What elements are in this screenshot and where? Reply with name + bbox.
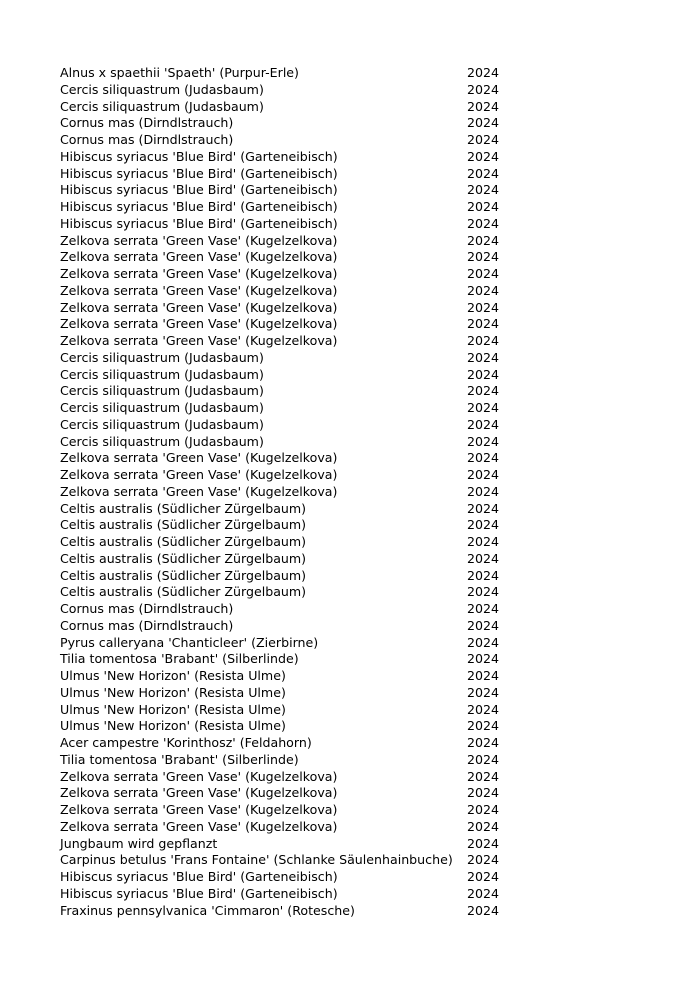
planting-year: 2024 xyxy=(467,383,500,399)
tree-name: Cercis siliquastrum (Judasbaum) xyxy=(60,349,264,365)
tree-list xyxy=(60,65,520,919)
tree-name: Cercis siliquastrum (Judasbaum) xyxy=(60,81,264,97)
list-item xyxy=(60,383,520,400)
planting-year: 2024 xyxy=(467,601,500,616)
planting-year: 2024 xyxy=(467,835,500,851)
list-item xyxy=(60,333,520,350)
planting-year: 2024 xyxy=(467,634,500,650)
tree-name: Tilia tomentosa 'Brabant' (Silberlinde) xyxy=(60,651,299,667)
list-item xyxy=(60,584,520,601)
tree-name: Zelkova serrata 'Green Vase' (Kugelzelkova) xyxy=(60,249,338,265)
planting-year: 2024 xyxy=(467,282,500,298)
list-item xyxy=(60,400,520,417)
tree-name: Tilia tomentosa 'Brabant' (Silberlinde) xyxy=(60,751,299,767)
planting-year: 2024 xyxy=(467,299,500,315)
planting-year: 2024 xyxy=(467,115,500,131)
tree-name: Zelkova serrata 'Green Vase' (Kugelzelkova) xyxy=(60,818,338,834)
tree-name: Pyrus calleryana 'Chanticleer' (Zierbirne) xyxy=(60,634,319,650)
planting-year: 2024 xyxy=(467,902,500,918)
planting-year: 2024 xyxy=(467,266,500,281)
tree-name: Zelkova serrata 'Green Vase' (Kugelzelkova) xyxy=(60,333,338,348)
tree-name: Zelkova serrata 'Green Vase' (Kugelzelkova) xyxy=(60,299,338,315)
planting-year: 2024 xyxy=(467,500,500,516)
planting-year: 2024 xyxy=(467,869,500,884)
list-item xyxy=(60,551,520,568)
tree-name: Cercis siliquastrum (Judasbaum) xyxy=(60,400,264,415)
list-item xyxy=(60,300,520,317)
list-item xyxy=(60,702,520,719)
tree-name: Cornus mas (Dirndlstrauch) xyxy=(60,601,234,616)
planting-year: 2024 xyxy=(467,617,500,633)
planting-year: 2024 xyxy=(467,232,500,248)
planting-year: 2024 xyxy=(467,885,500,901)
list-item xyxy=(60,149,520,166)
planting-year: 2024 xyxy=(467,751,500,767)
list-item xyxy=(60,283,520,300)
planting-year: 2024 xyxy=(467,400,500,415)
list-item xyxy=(60,249,520,266)
planting-year: 2024 xyxy=(467,802,500,817)
tree-name: Zelkova serrata 'Green Vase' (Kugelzelkova) xyxy=(60,450,338,466)
list-item xyxy=(60,869,520,886)
tree-name: Zelkova serrata 'Green Vase' (Kugelzelkova) xyxy=(60,316,338,332)
list-item xyxy=(60,752,520,769)
planting-year: 2024 xyxy=(467,517,500,533)
list-item xyxy=(60,434,520,451)
list-item xyxy=(60,852,520,869)
list-item xyxy=(60,367,520,384)
list-item xyxy=(60,82,520,99)
list-item xyxy=(60,718,520,735)
tree-name: Zelkova serrata 'Green Vase' (Kugelzelkova) xyxy=(60,483,338,499)
list-item xyxy=(60,886,520,903)
tree-name: Celtis australis (Südlicher Zürgelbaum) xyxy=(60,517,307,533)
list-item xyxy=(60,266,520,283)
list-item xyxy=(60,819,520,836)
planting-year: 2024 xyxy=(467,132,500,147)
tree-name: Celtis australis (Südlicher Zürgelbaum) xyxy=(60,567,307,583)
planting-year: 2024 xyxy=(467,366,500,382)
tree-name: Celtis australis (Südlicher Zürgelbaum) xyxy=(60,584,307,600)
tree-name: Zelkova serrata 'Green Vase' (Kugelzelkova) xyxy=(60,785,338,801)
list-item xyxy=(60,65,520,82)
list-item xyxy=(60,785,520,802)
list-item xyxy=(60,99,520,116)
tree-name: Cercis siliquastrum (Judasbaum) xyxy=(60,383,264,399)
tree-name: Cercis siliquastrum (Judasbaum) xyxy=(60,433,264,449)
tree-name: Ulmus 'New Horizon' (Resista Ulme) xyxy=(60,684,286,700)
list-item xyxy=(60,484,520,501)
tree-name: Alnus x spaethii 'Spaeth' (Purpur-Erle) xyxy=(60,65,299,80)
tree-name: Ulmus 'New Horizon' (Resista Ulme) xyxy=(60,701,286,717)
planting-year: 2024 xyxy=(467,567,500,583)
list-item xyxy=(60,568,520,585)
tree-name: Acer campestre 'Korinthosz' (Feldahorn) xyxy=(60,735,312,750)
planting-year: 2024 xyxy=(467,483,500,499)
planting-year: 2024 xyxy=(467,684,500,700)
planting-year: 2024 xyxy=(467,584,500,600)
tree-name: Hibiscus syriacus 'Blue Bird' (Garteneibisch) xyxy=(60,165,338,181)
planting-year: 2024 xyxy=(467,550,500,566)
list-item xyxy=(60,517,520,534)
tree-name: Cercis siliquastrum (Judasbaum) xyxy=(60,366,264,382)
planting-year: 2024 xyxy=(467,467,500,482)
list-item xyxy=(60,182,520,199)
list-item xyxy=(60,769,520,786)
planting-year: 2024 xyxy=(467,534,500,549)
tree-name: Zelkova serrata 'Green Vase' (Kugelzelkova) xyxy=(60,467,338,482)
tree-name: Zelkova serrata 'Green Vase' (Kugelzelkova) xyxy=(60,266,338,281)
list-item xyxy=(60,450,520,467)
tree-name: Zelkova serrata 'Green Vase' (Kugelzelkova) xyxy=(60,768,338,784)
tree-name: Ulmus 'New Horizon' (Resista Ulme) xyxy=(60,718,286,734)
planting-year: 2024 xyxy=(467,718,500,734)
list-item xyxy=(60,233,520,250)
planting-year: 2024 xyxy=(467,349,500,365)
tree-name: Zelkova serrata 'Green Vase' (Kugelzelkova) xyxy=(60,802,338,817)
tree-name: Cornus mas (Dirndlstrauch) xyxy=(60,115,234,131)
planting-year: 2024 xyxy=(467,735,500,750)
list-item xyxy=(60,534,520,551)
planting-year: 2024 xyxy=(467,65,500,80)
list-item xyxy=(60,166,520,183)
planting-year: 2024 xyxy=(467,333,500,348)
tree-name: Carpinus betulus 'Frans Fontaine' (Schlanke Säulenhainbuche) xyxy=(60,852,453,868)
tree-name: Cornus mas (Dirndlstrauch) xyxy=(60,132,234,147)
list-item xyxy=(60,635,520,652)
list-item xyxy=(60,350,520,367)
tree-name: Zelkova serrata 'Green Vase' (Kugelzelkova) xyxy=(60,282,338,298)
planting-year: 2024 xyxy=(467,785,500,801)
list-item xyxy=(60,836,520,853)
list-item xyxy=(60,115,520,132)
planting-year: 2024 xyxy=(467,852,500,868)
planting-year: 2024 xyxy=(467,450,500,466)
planting-year: 2024 xyxy=(467,768,500,784)
planting-year: 2024 xyxy=(467,182,500,198)
planting-year: 2024 xyxy=(467,148,500,164)
tree-name: Hibiscus syriacus 'Blue Bird' (Garteneibisch) xyxy=(60,869,338,884)
tree-name: Hibiscus syriacus 'Blue Bird' (Garteneibisch) xyxy=(60,199,338,214)
list-item xyxy=(60,685,520,702)
tree-name: Hibiscus syriacus 'Blue Bird' (Garteneibisch) xyxy=(60,182,338,198)
planting-year: 2024 xyxy=(467,81,500,97)
tree-name: Cercis siliquastrum (Judasbaum) xyxy=(60,98,264,114)
list-item xyxy=(60,316,520,333)
tree-name: Cercis siliquastrum (Judasbaum) xyxy=(60,416,264,432)
planting-year: 2024 xyxy=(467,165,500,181)
list-item xyxy=(60,618,520,635)
list-item xyxy=(60,216,520,233)
planting-year: 2024 xyxy=(467,651,500,667)
planting-year: 2024 xyxy=(467,199,500,214)
tree-name: Ulmus 'New Horizon' (Resista Ulme) xyxy=(60,668,286,683)
list-item xyxy=(60,802,520,819)
list-item xyxy=(60,668,520,685)
list-item xyxy=(60,651,520,668)
list-item xyxy=(60,132,520,149)
planting-year: 2024 xyxy=(467,98,500,114)
tree-name: Cornus mas (Dirndlstrauch) xyxy=(60,617,234,633)
planting-year: 2024 xyxy=(467,249,500,265)
list-item xyxy=(60,199,520,216)
planting-year: 2024 xyxy=(467,316,500,332)
list-item xyxy=(60,467,520,484)
tree-name: Celtis australis (Südlicher Zürgelbaum) xyxy=(60,534,307,549)
list-item xyxy=(60,501,520,518)
planting-year: 2024 xyxy=(467,668,500,683)
list-item xyxy=(60,735,520,752)
tree-name: Hibiscus syriacus 'Blue Bird' (Garteneibisch) xyxy=(60,215,338,231)
tree-name: Fraxinus pennsylvanica 'Cimmaron' (Rotesche) xyxy=(60,902,355,918)
tree-name: Celtis australis (Südlicher Zürgelbaum) xyxy=(60,500,307,516)
tree-name: Jungbaum wird gepflanzt xyxy=(60,835,218,851)
planting-year: 2024 xyxy=(467,433,500,449)
planting-year: 2024 xyxy=(467,416,500,432)
tree-name: Hibiscus syriacus 'Blue Bird' (Garteneibisch) xyxy=(60,148,338,164)
list-item xyxy=(60,903,520,920)
tree-name: Zelkova serrata 'Green Vase' (Kugelzelkova) xyxy=(60,232,338,248)
list-item xyxy=(60,417,520,434)
tree-name: Celtis australis (Südlicher Zürgelbaum) xyxy=(60,550,307,566)
planting-year: 2024 xyxy=(467,215,500,231)
list-item xyxy=(60,601,520,618)
tree-name: Hibiscus syriacus 'Blue Bird' (Garteneibisch) xyxy=(60,885,338,901)
planting-year: 2024 xyxy=(467,818,500,834)
planting-year: 2024 xyxy=(467,701,500,717)
